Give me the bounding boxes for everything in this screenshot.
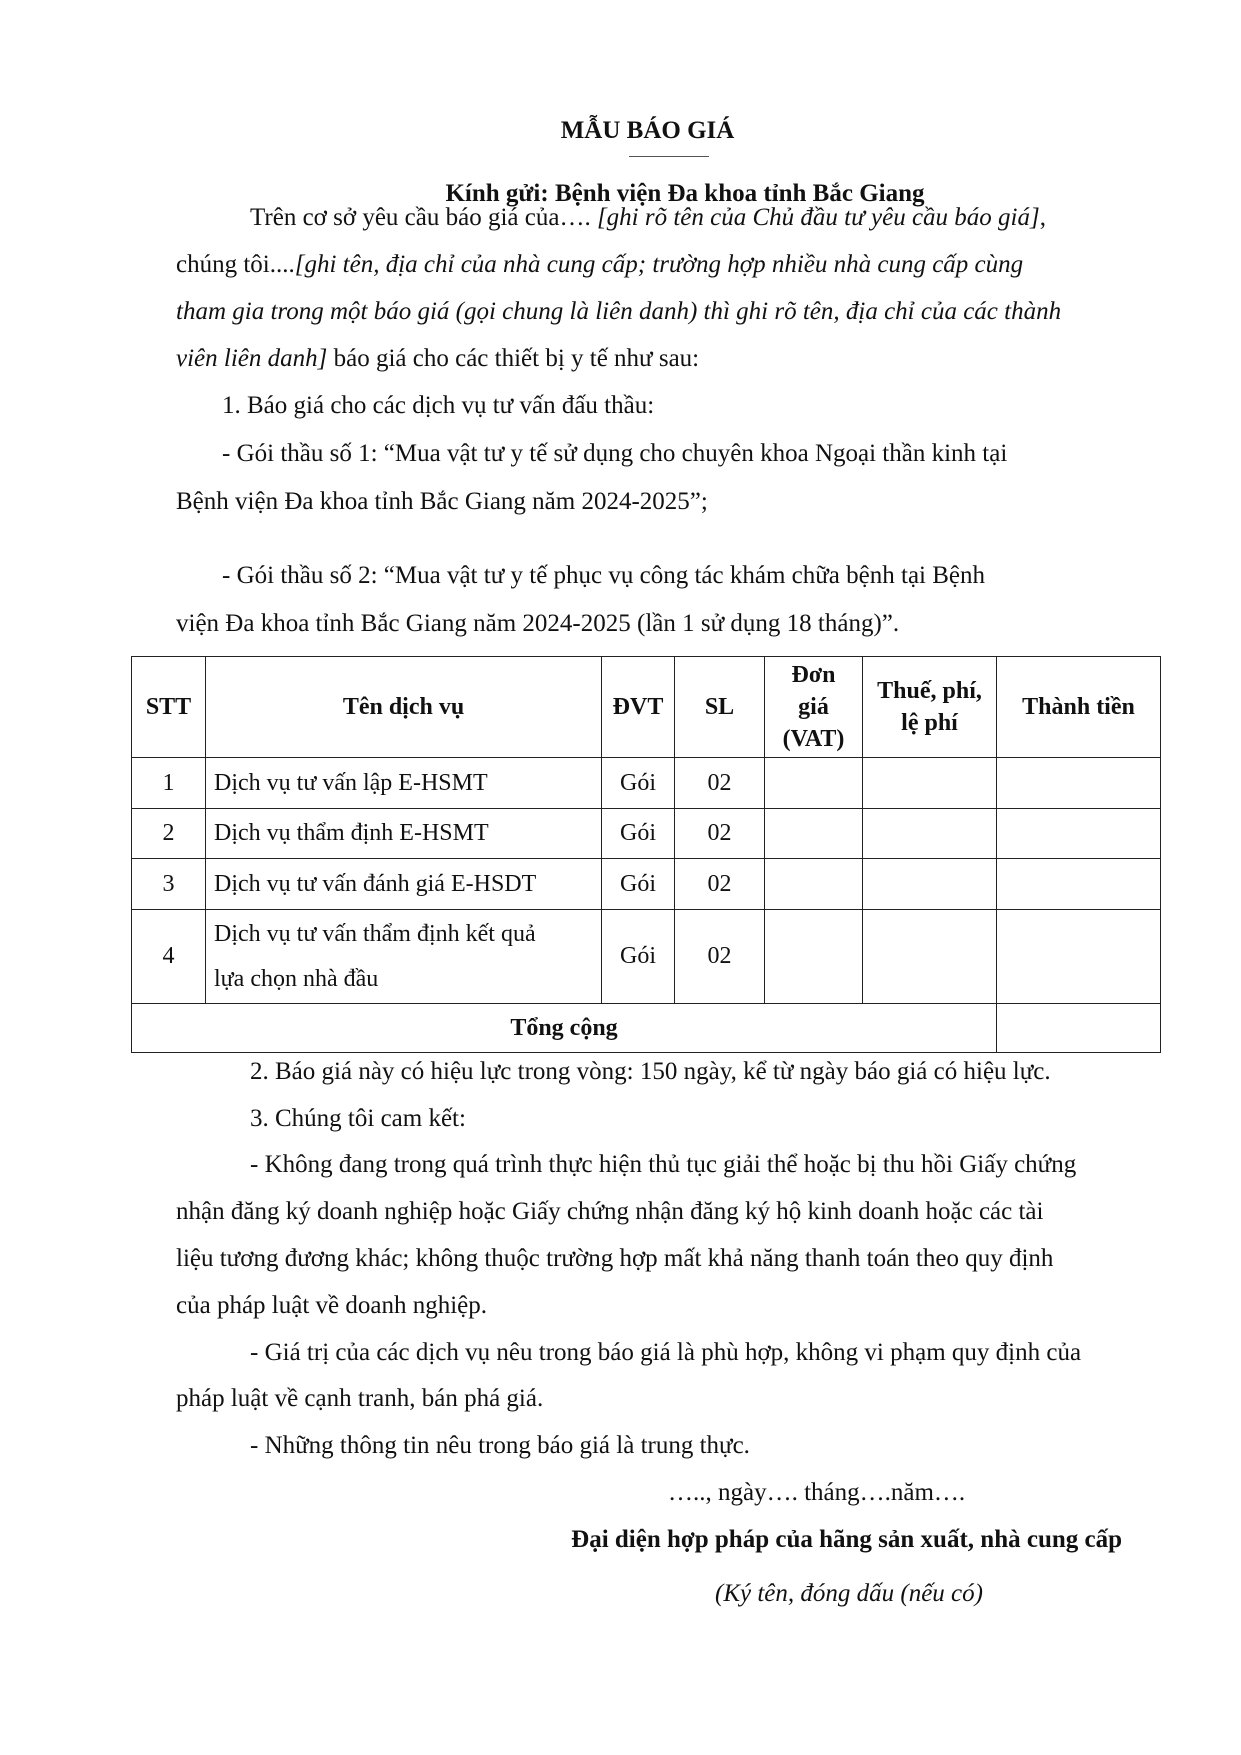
cell-service-name: Dịch vụ tư vấn lập E-HSMT <box>206 758 602 809</box>
commitment-1-line-3: liệu tương đương khác; không thuộc trường hợp mất khả năng thanh toán theo quy định <box>176 1245 1054 1272</box>
cell-stt: 4 <box>132 910 206 1004</box>
cell-stt: 2 <box>132 809 206 859</box>
signature-note: (Ký tên, đóng dấu (nếu có) <box>715 1580 983 1607</box>
commitment-2-line-1: - Giá trị của các dịch vụ nêu trong báo giá là phù hợp, không vi phạm quy định của <box>250 1339 1082 1366</box>
date-line: ….., ngày…. tháng….năm…. <box>668 1479 966 1506</box>
cell-unit: Gói <box>602 910 675 1004</box>
cell-unit: Gói <box>602 809 675 859</box>
commitment-2-line-2: pháp luật về cạnh tranh, bán phá giá. <box>176 1385 544 1412</box>
header-unit-price: Đơn giá (VAT) <box>765 657 863 758</box>
intro-line-4: viên liên danh] báo giá cho các thiết bị y tế như sau: <box>176 345 700 372</box>
commitment-1-line-1: - Không đang trong quá trình thực hiện thủ tục giải thể hoặc bị thu hồi Giấy chứng <box>250 1151 1077 1178</box>
table-header-row <box>132 657 1161 758</box>
intro-line-2: chúng tôi....[ghi tên, địa chỉ của nhà cung cấp; trường hợp nhiều nhà cung cấp cùng <box>176 251 1024 278</box>
header-stt: STT <box>132 657 206 758</box>
cell-total <box>997 910 1161 1004</box>
cell-service-name: Dịch vụ tư vấn thẩm định kết quả lựa chọn nhà đầu <box>206 910 602 1004</box>
header-total: Thành tiền <box>997 657 1161 758</box>
package-2-line-1: - Gói thầu số 2: “Mua vật tư y tế phục vụ công tác khám chữa bệnh tại Bệnh <box>222 562 986 589</box>
commitment-3: - Những thông tin nêu trong báo giá là trung thực. <box>250 1432 750 1459</box>
cell-unit-price <box>765 809 863 859</box>
cell-unit: Gói <box>602 758 675 809</box>
commitment-heading: 3. Chúng tôi cam kết: <box>250 1105 466 1132</box>
title-underline <box>629 156 709 157</box>
header-quantity: SL <box>675 657 765 758</box>
cell-tax-fee <box>863 809 997 859</box>
cell-quantity: 02 <box>675 809 765 859</box>
cell-unit-price <box>765 859 863 910</box>
cell-stt: 3 <box>132 859 206 910</box>
cell-tax-fee <box>863 910 997 1004</box>
intro-line-3: tham gia trong một báo giá (gọi chung là liên danh) thì ghi rõ tên, địa chỉ của các thành <box>176 298 1062 325</box>
cell-stt: 1 <box>132 758 206 809</box>
cell-unit: Gói <box>602 859 675 910</box>
cell-quantity: 02 <box>675 758 765 809</box>
cell-unit-price <box>765 910 863 1004</box>
table-row <box>132 910 1161 1004</box>
recipient-line: Kính gửi: Bệnh viện Đa khoa tỉnh Bắc Giang <box>445 180 925 207</box>
validity-statement: 2. Báo giá này có hiệu lực trong vòng: 150 ngày, kể từ ngày báo giá có hiệu lực. <box>250 1058 1051 1085</box>
header-unit: ĐVT <box>602 657 675 758</box>
section-1-heading: 1. Báo giá cho các dịch vụ tư vấn đấu thầu: <box>222 392 655 419</box>
header-service-name: Tên dịch vụ <box>206 657 602 758</box>
cell-quantity: 02 <box>675 859 765 910</box>
cell-total <box>997 758 1161 809</box>
cell-total <box>997 859 1161 910</box>
cell-tax-fee <box>863 859 997 910</box>
commitment-1-line-4: của pháp luật về doanh nghiệp. <box>176 1292 488 1319</box>
service-price-table <box>131 656 1161 1053</box>
table-sum-row <box>132 1004 1161 1053</box>
document-title: MẪU BÁO GIÁ <box>560 117 735 144</box>
cell-service-name: Dịch vụ tư vấn đánh giá E-HSDT <box>206 859 602 910</box>
package-1-line-2: Bệnh viện Đa khoa tỉnh Bắc Giang năm 2024-2025”; <box>176 488 708 515</box>
cell-service-name: Dịch vụ thẩm định E-HSMT <box>206 809 602 859</box>
package-1-line-1: - Gói thầu số 1: “Mua vật tư y tế sử dụng cho chuyên khoa Ngoại thần kinh tại <box>222 440 1008 467</box>
sum-total <box>997 1004 1161 1053</box>
sum-label: Tổng cộng <box>132 1004 997 1053</box>
cell-quantity: 02 <box>675 910 765 1004</box>
signer-title: Đại diện hợp pháp của hãng sản xuất, nhà cung cấp <box>571 1526 1122 1553</box>
commitment-1-line-2: nhận đăng ký doanh nghiệp hoặc Giấy chứng nhận đăng ký hộ kinh doanh hoặc các tài <box>176 1198 1044 1225</box>
intro-line-1: Trên cơ sở yêu cầu báo giá của…. [ghi rõ tên của Chủ đầu tư yêu cầu báo giá], <box>250 204 1046 231</box>
cell-total <box>997 809 1161 859</box>
table-row <box>132 809 1161 859</box>
header-tax-fee: Thuế, phí, lệ phí <box>863 657 997 758</box>
cell-unit-price <box>765 758 863 809</box>
table-row <box>132 758 1161 809</box>
package-2-line-2: viện Đa khoa tỉnh Bắc Giang năm 2024-2025 (lần 1 sử dụng 18 tháng)”. <box>176 610 900 637</box>
cell-tax-fee <box>863 758 997 809</box>
table-row <box>132 859 1161 910</box>
